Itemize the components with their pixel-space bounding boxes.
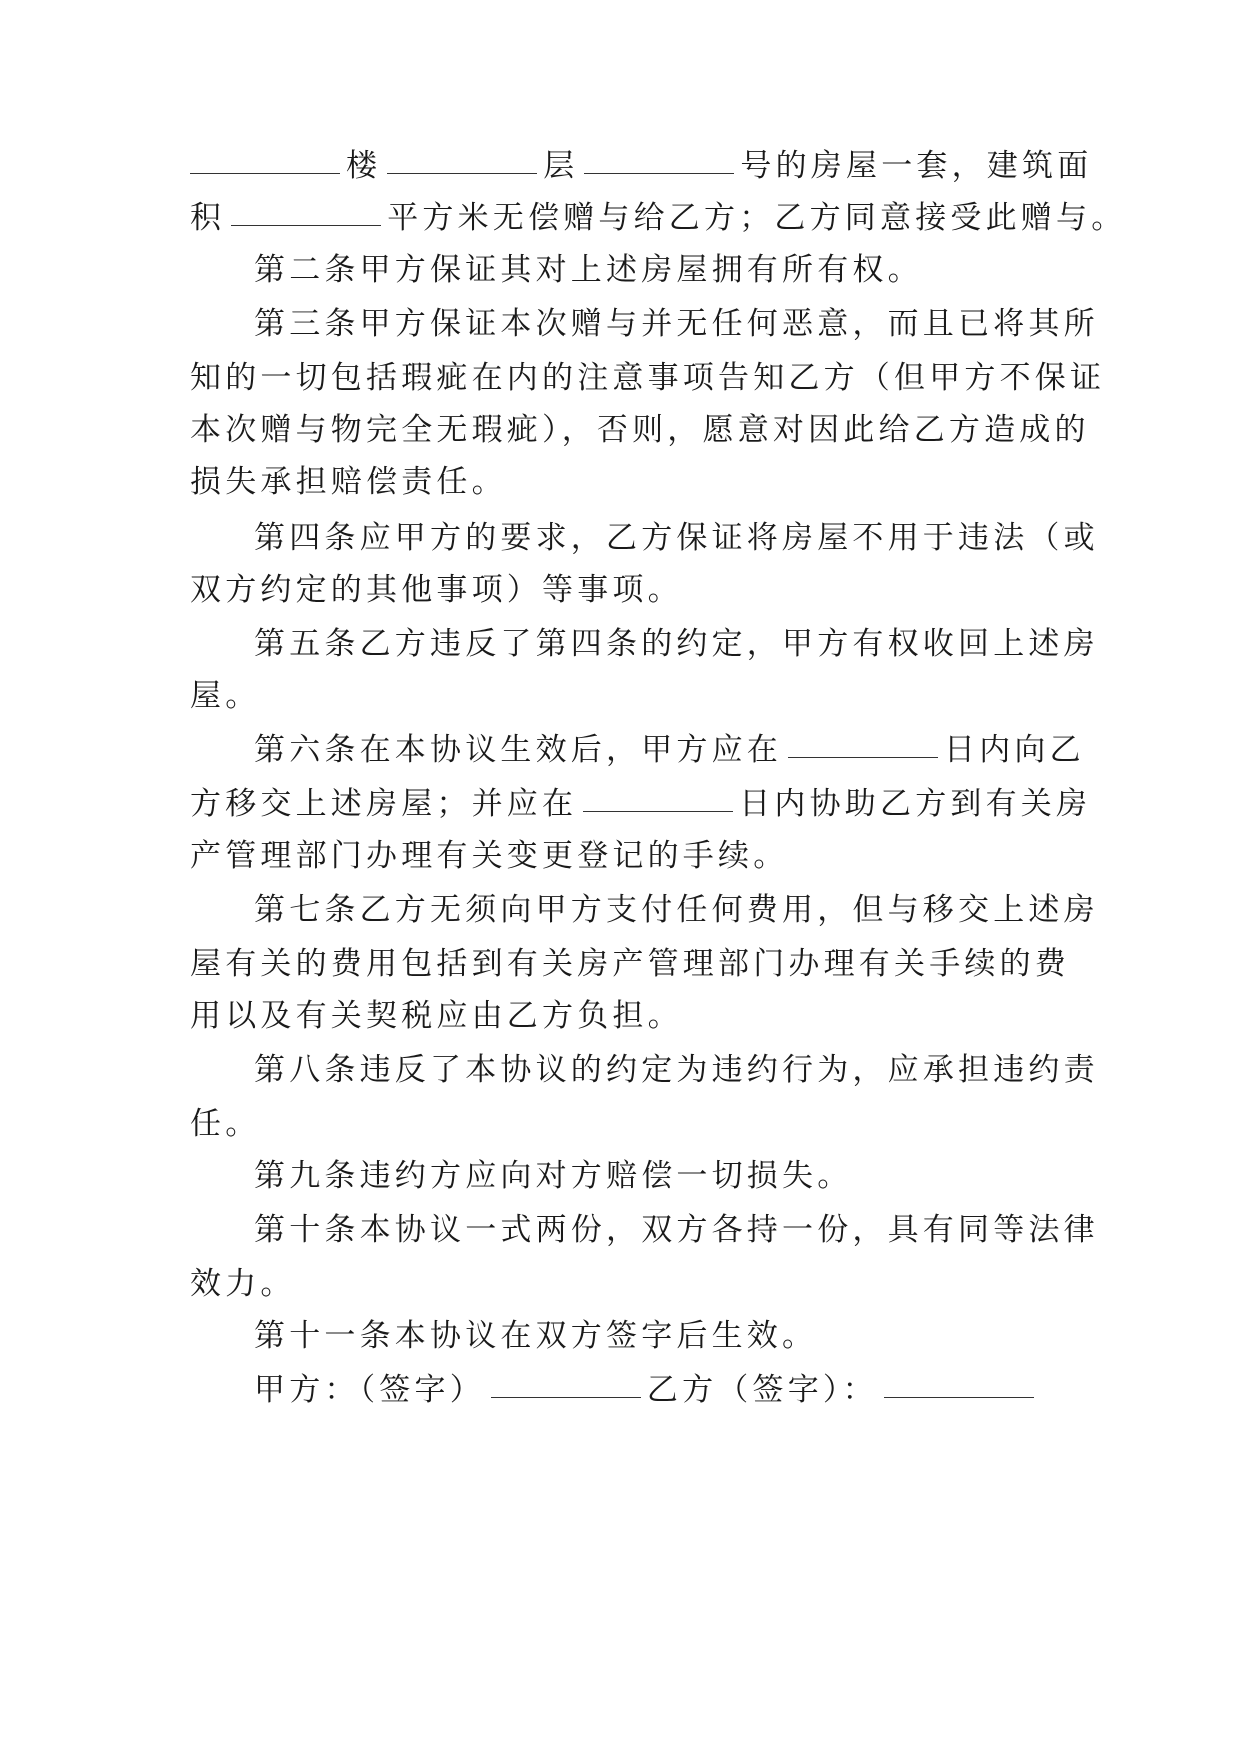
text-area-prefix: 积	[190, 200, 226, 236]
clause-8-line-2: 任。	[190, 1106, 261, 1142]
clause-6-line-1	[254, 724, 1085, 776]
text-clause6-b: 日内向乙	[944, 732, 1085, 768]
party-b-signature-blank	[884, 1367, 1034, 1398]
blank-building	[190, 143, 340, 174]
text-building: 楼	[346, 148, 382, 184]
clause-3-line-3: 本次赠与物完全无瑕疵），否则，愿意对因此给乙方造成的	[190, 412, 1090, 448]
clause-3-line-2: 知的一切包括瑕疵在内的注意事项告知乙方（但甲方不保证	[190, 360, 1106, 396]
clause-6-line-2	[190, 778, 1091, 830]
clause-10-line-1: 第十条本协议一式两份，双方各持一份，具有同等法律	[254, 1212, 1099, 1248]
party-a-label: 甲方：（签字）	[254, 1372, 485, 1408]
text-room-desc: 号的房屋一套，建筑面	[740, 148, 1093, 184]
blank-handover-days	[788, 727, 938, 758]
blank-room-number	[584, 143, 734, 174]
text-floor: 层	[543, 148, 579, 184]
party-a-signature-blank	[491, 1367, 641, 1398]
text-clause6-d: 日内协助乙方到有关房	[739, 786, 1092, 822]
clause-3-line-4: 损失承担赔偿责任。	[190, 464, 507, 500]
blank-floor	[387, 143, 537, 174]
clause-8-line-1: 第八条违反了本协议的约定为违约行为，应承担违约责	[254, 1052, 1099, 1088]
clause-9: 第九条违约方应向对方赔偿一切损失。	[254, 1158, 853, 1194]
clause-2: 第二条甲方保证其对上述房屋拥有所有权。	[254, 252, 923, 288]
clause-7-line-2: 屋有关的费用包括到有关房产管理部门办理有关手续的费	[190, 946, 1070, 982]
blank-registration-days	[583, 781, 733, 812]
clause-5-line-2: 屋。	[190, 678, 261, 714]
text-clause6-a: 第六条在本协议生效后，甲方应在	[254, 732, 782, 768]
clause-5-line-1: 第五条乙方违反了第四条的约定，甲方有权收回上述房	[254, 626, 1099, 662]
clause-7-line-1: 第七条乙方无须向甲方支付任何费用，但与移交上述房	[254, 892, 1099, 928]
clause-7-line-3: 用以及有关契税应由乙方负担。	[190, 998, 683, 1034]
text-area-suffix: 平方米无偿赠与给乙方；乙方同意接受此赠与。	[387, 200, 1127, 236]
text-clause6-c: 方移交上述房屋；并应在	[190, 786, 578, 822]
clause-1-line-2	[190, 192, 1126, 244]
clause-3-line-1: 第三条甲方保证本次赠与并无任何恶意，而且已将其所	[254, 306, 1099, 342]
clause-4-line-1: 第四条应甲方的要求，乙方保证将房屋不用于违法（或	[254, 520, 1099, 556]
clause-1-line-1	[190, 140, 1092, 192]
clause-6-line-3: 产管理部门办理有关变更登记的手续。	[190, 838, 789, 874]
party-b-label: 乙方（签字）：	[646, 1372, 878, 1408]
blank-area	[231, 195, 381, 226]
signature-line	[254, 1364, 1040, 1416]
clause-10-line-2: 效力。	[190, 1266, 296, 1302]
clause-11: 第十一条本协议在双方签字后生效。	[254, 1318, 818, 1354]
clause-4-line-2: 双方约定的其他事项）等事项。	[190, 572, 683, 608]
